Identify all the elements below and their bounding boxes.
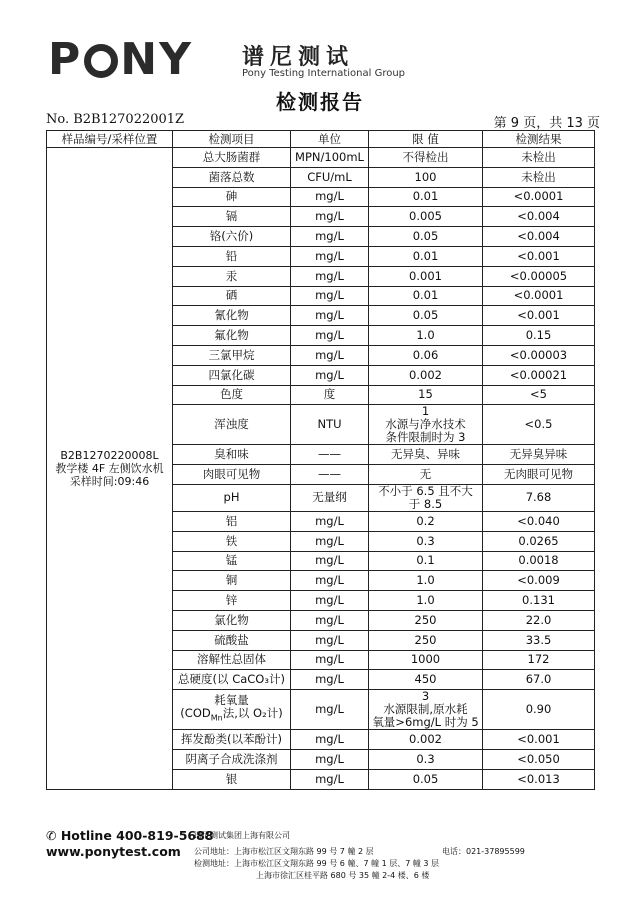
cell-unit: mg/L bbox=[291, 551, 369, 571]
cell-limit: 0.01 bbox=[369, 286, 483, 306]
sample-info-cell bbox=[47, 148, 173, 790]
cell-item: 臭和味 bbox=[173, 445, 291, 465]
cell-limit: 250 bbox=[369, 610, 483, 630]
cell-unit: mg/L bbox=[291, 306, 369, 326]
cell-item: 铁 bbox=[173, 531, 291, 551]
sample-id: B2B1270220008L bbox=[60, 448, 159, 462]
cell-limit: 0.06 bbox=[369, 345, 483, 365]
cell-item: 锰 bbox=[173, 551, 291, 571]
cell-result: 无肉眼可见物 bbox=[483, 465, 595, 485]
header-limit: 限 值 bbox=[369, 131, 483, 148]
cell-limit: 0.002 bbox=[369, 365, 483, 385]
cell-unit: mg/L bbox=[291, 246, 369, 266]
cell-result: <0.00005 bbox=[483, 266, 595, 286]
cell-limit: 0.01 bbox=[369, 187, 483, 207]
cell-unit: —— bbox=[291, 445, 369, 465]
cell-unit: mg/L bbox=[291, 345, 369, 365]
cell-item: 浑浊度 bbox=[173, 405, 291, 445]
cell-limit: 0.05 bbox=[369, 227, 483, 247]
report-number: No. B2B127022001Z bbox=[46, 112, 185, 127]
table-header-row bbox=[47, 131, 595, 148]
cell-limit: 0.05 bbox=[369, 306, 483, 326]
cell-item: 总硬度(以 CaCO₃计) bbox=[173, 670, 291, 690]
lab-address-1: 检测地址：上海市松江区文翔东路 99 号 6 幢、7 幢 1 层、7 幢 3 层 bbox=[194, 859, 440, 868]
cell-result: <0.001 bbox=[483, 730, 595, 750]
cell-item: 铬(六价) bbox=[173, 227, 291, 247]
cell-result: 172 bbox=[483, 650, 595, 670]
website-link[interactable]: www.ponytest.com bbox=[46, 844, 181, 859]
cell-unit: mg/L bbox=[291, 227, 369, 247]
cell-item: 铅 bbox=[173, 246, 291, 266]
cell-limit: 无 bbox=[369, 465, 483, 485]
cell-result: 0.90 bbox=[483, 690, 595, 730]
cell-unit: mg/L bbox=[291, 650, 369, 670]
pony-logo: P NY bbox=[48, 34, 193, 85]
cell-unit: mg/L bbox=[291, 591, 369, 611]
company-name: 谱尼测试集团上海有限公司 bbox=[194, 831, 290, 840]
cell-item: 镉 bbox=[173, 207, 291, 227]
cell-item: 银 bbox=[173, 769, 291, 789]
sample-location: 教学楼 4F 左侧饮水机 bbox=[55, 461, 164, 475]
cell-result: <0.00021 bbox=[483, 365, 595, 385]
cell-item: 阴离子合成洗涤剂 bbox=[173, 749, 291, 769]
cell-result: 未检出 bbox=[483, 167, 595, 187]
cell-unit: 度 bbox=[291, 385, 369, 405]
header-sample: 样品编号/采样位置 bbox=[47, 131, 173, 148]
cell-limit: 15 bbox=[369, 385, 483, 405]
cell-item: 硒 bbox=[173, 286, 291, 306]
header-result: 检测结果 bbox=[483, 131, 595, 148]
header-unit: 单位 bbox=[291, 131, 369, 148]
cell-unit: mg/L bbox=[291, 531, 369, 551]
cell-result: <0.040 bbox=[483, 511, 595, 531]
cell-limit: 1.0 bbox=[369, 571, 483, 591]
cell-result: 0.15 bbox=[483, 326, 595, 346]
brand-name-en: Pony Testing International Group bbox=[242, 68, 406, 79]
cell-item: 耗氧量 ($COD_{Mn}$法,以 O₂计) bbox=[173, 690, 291, 730]
cell-item: 砷 bbox=[173, 187, 291, 207]
cell-result: 未检出 bbox=[483, 148, 595, 168]
cell-unit: mg/L bbox=[291, 769, 369, 789]
cell-unit: MPN/100mL bbox=[291, 148, 369, 168]
cell-result: <0.050 bbox=[483, 749, 595, 769]
cell-unit: —— bbox=[291, 465, 369, 485]
cell-result: <5 bbox=[483, 385, 595, 405]
cell-unit: mg/L bbox=[291, 266, 369, 286]
cell-item: 三氯甲烷 bbox=[173, 345, 291, 365]
cell-unit: mg/L bbox=[291, 365, 369, 385]
cell-item: 四氯化碳 bbox=[173, 365, 291, 385]
cell-item: pH bbox=[173, 484, 291, 511]
cell-limit: 0.3 bbox=[369, 749, 483, 769]
cell-result: 22.0 bbox=[483, 610, 595, 630]
cell-item: 氯化物 bbox=[173, 610, 291, 630]
cell-unit: mg/L bbox=[291, 630, 369, 650]
cell-unit: mg/L bbox=[291, 749, 369, 769]
cell-result: 67.0 bbox=[483, 670, 595, 690]
cell-unit: mg/L bbox=[291, 690, 369, 730]
table-row bbox=[47, 148, 595, 168]
cell-item: 溶解性总固体 bbox=[173, 650, 291, 670]
cell-item: 挥发酚类(以苯酚计) bbox=[173, 730, 291, 750]
cell-limit: 0.01 bbox=[369, 246, 483, 266]
cell-limit: 0.002 bbox=[369, 730, 483, 750]
cell-item: 氟化物 bbox=[173, 326, 291, 346]
cell-unit: mg/L bbox=[291, 326, 369, 346]
sample-time: 采样时间:09:46 bbox=[69, 474, 150, 488]
cell-result: 33.5 bbox=[483, 630, 595, 650]
cell-limit: 0.3 bbox=[369, 531, 483, 551]
cell-item: 肉眼可见物 bbox=[173, 465, 291, 485]
logo-ring-icon bbox=[84, 44, 118, 78]
cell-result: <0.00003 bbox=[483, 345, 595, 365]
cell-item: 总大肠菌群 bbox=[173, 148, 291, 168]
cell-limit: 100 bbox=[369, 167, 483, 187]
page-header bbox=[48, 28, 608, 88]
cell-item: 氰化物 bbox=[173, 306, 291, 326]
company-address: 公司地址：上海市松江区文翔东路 99 号 7 幢 2 层 bbox=[194, 847, 374, 856]
cell-unit: NTU bbox=[291, 405, 369, 445]
cell-limit: 0.005 bbox=[369, 207, 483, 227]
results-table bbox=[46, 130, 595, 790]
cell-result: <0.009 bbox=[483, 571, 595, 591]
cell-unit: mg/L bbox=[291, 610, 369, 630]
cell-limit: 不得检出 bbox=[369, 148, 483, 168]
cell-result: <0.0001 bbox=[483, 187, 595, 207]
cell-limit: 1.0 bbox=[369, 591, 483, 611]
cell-result: <0.5 bbox=[483, 405, 595, 445]
cell-item: 铝 bbox=[173, 511, 291, 531]
cell-result: <0.004 bbox=[483, 207, 595, 227]
cell-limit: 1000 bbox=[369, 650, 483, 670]
cell-result: 0.131 bbox=[483, 591, 595, 611]
cell-unit: mg/L bbox=[291, 286, 369, 306]
cell-result: <0.004 bbox=[483, 227, 595, 247]
cell-item: 菌落总数 bbox=[173, 167, 291, 187]
lab-address-2: 上海市徐汇区桂平路 680 号 35 幢 2-4 楼、6 楼 bbox=[256, 871, 430, 880]
cell-result: <0.001 bbox=[483, 246, 595, 266]
cell-unit: 无量纲 bbox=[291, 484, 369, 511]
cell-limit: 0.001 bbox=[369, 266, 483, 286]
phone-number: 电话：021-37895599 bbox=[442, 847, 525, 856]
cell-limit: 0.05 bbox=[369, 769, 483, 789]
cell-item: 汞 bbox=[173, 266, 291, 286]
cell-unit: mg/L bbox=[291, 511, 369, 531]
cell-limit: 1.0 bbox=[369, 326, 483, 346]
cell-item: 锌 bbox=[173, 591, 291, 611]
page-info: 第 9 页，共 13 页 bbox=[493, 116, 600, 131]
cell-limit: 450 bbox=[369, 670, 483, 690]
header-item: 检测项目 bbox=[173, 131, 291, 148]
brand-name-cn: 谱尼测试 bbox=[242, 45, 355, 70]
cell-limit: 0.1 bbox=[369, 551, 483, 571]
cell-limit: 无异臭、异味 bbox=[369, 445, 483, 465]
cell-unit: mg/L bbox=[291, 730, 369, 750]
cell-limit: 1 水源与净水技术 条件限制时为 3 bbox=[369, 405, 483, 445]
cell-unit: mg/L bbox=[291, 207, 369, 227]
cell-item: 硫酸盐 bbox=[173, 630, 291, 650]
cell-item: 铜 bbox=[173, 571, 291, 591]
hotline: ✆ Hotline 400-819-5688 bbox=[46, 828, 214, 843]
cell-limit: 0.2 bbox=[369, 511, 483, 531]
cell-unit: CFU/mL bbox=[291, 167, 369, 187]
cell-limit: 3 水源限制,原水耗 氧量>6mg/L 时为 5 bbox=[369, 690, 483, 730]
report-title: 检测报告 bbox=[276, 90, 364, 114]
cell-limit: 不小于 6.5 且不大 于 8.5 bbox=[369, 484, 483, 511]
cell-item: 色度 bbox=[173, 385, 291, 405]
cell-unit: mg/L bbox=[291, 571, 369, 591]
cell-result: 无异臭异味 bbox=[483, 445, 595, 465]
hotline-text: Hotline 400-819-5688 bbox=[60, 828, 214, 843]
cell-limit: 250 bbox=[369, 630, 483, 650]
cell-result: <0.001 bbox=[483, 306, 595, 326]
cell-unit: mg/L bbox=[291, 187, 369, 207]
cell-unit: mg/L bbox=[291, 670, 369, 690]
cell-result: 0.0018 bbox=[483, 551, 595, 571]
cell-result: 0.0265 bbox=[483, 531, 595, 551]
cell-result: <0.013 bbox=[483, 769, 595, 789]
cell-result: 7.68 bbox=[483, 484, 595, 511]
cell-result: <0.0001 bbox=[483, 286, 595, 306]
